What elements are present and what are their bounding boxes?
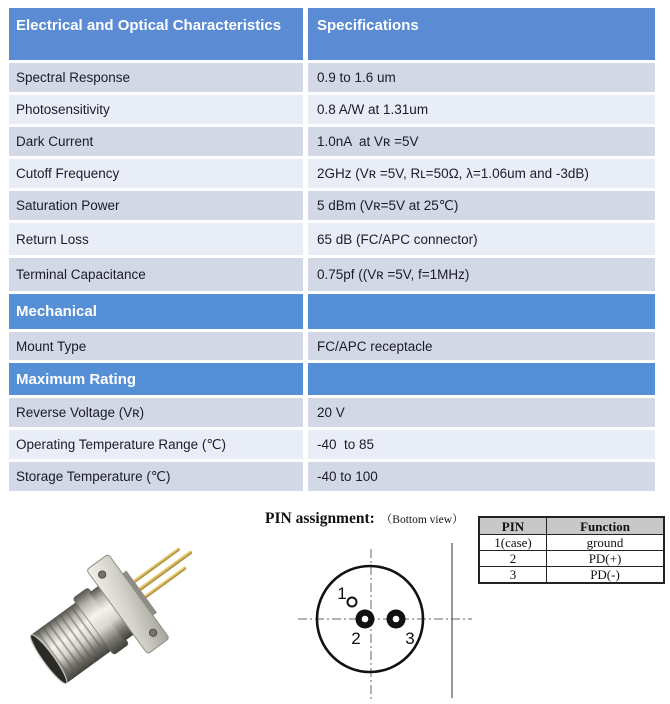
row-value: -40 to 100 <box>308 462 655 491</box>
row-label: Storage Temperature (℃) <box>9 462 303 491</box>
spec-table <box>9 8 655 491</box>
row-value: 20 V <box>308 398 655 427</box>
row-value: 1.0nA at Vʀ =5V <box>308 127 655 156</box>
section-mechanical <box>9 294 655 329</box>
pin-1-label: 1 <box>337 584 347 603</box>
table-header-row <box>9 8 655 60</box>
specifications-header: Specifications <box>308 8 655 60</box>
pin-cell: 3 <box>479 567 547 584</box>
pin-3-pad <box>387 610 406 629</box>
function-cell: PD(-) <box>547 567 665 584</box>
function-column-header: Function <box>547 517 665 535</box>
row-value: 5 dBm (Vʀ=5V at 25℃) <box>308 191 655 220</box>
pin-column-header: PIN <box>479 517 547 535</box>
row-label: Operating Temperature Range (℃) <box>9 430 303 459</box>
row-photosensitivity <box>9 95 655 124</box>
section-maximum-rating <box>9 363 655 395</box>
row-label: Spectral Response <box>9 63 303 92</box>
row-cutoff-frequency <box>9 159 655 188</box>
function-cell: ground <box>547 535 665 551</box>
product-photo <box>25 520 210 704</box>
pin-table-row <box>479 567 664 584</box>
row-label: Return Loss <box>9 223 303 255</box>
pin-2-label: 2 <box>351 629 361 648</box>
row-value: FC/APC receptacle <box>308 332 655 360</box>
row-dark-current <box>9 127 655 156</box>
pin-diagram-drawing <box>295 543 475 703</box>
row-operating-temperature <box>9 430 655 459</box>
pin-3-label: 3 <box>405 629 415 648</box>
pin-cell: 1(case) <box>479 535 547 551</box>
pin-assignment-title: PIN assignment: <box>265 510 375 527</box>
row-value: 0.8 A/W at 1.31um <box>308 95 655 124</box>
pin-cell: 2 <box>479 551 547 567</box>
pin-function-table <box>478 516 665 584</box>
row-value: -40 to 85 <box>308 430 655 459</box>
row-value: 0.75pf ((Vʀ =5V, f=1MHᴢ) <box>308 258 655 291</box>
row-label: Dark Current <box>9 127 303 156</box>
row-label: Mount Type <box>9 332 303 360</box>
row-spectral-response <box>9 63 655 92</box>
pin-table-row <box>479 551 664 567</box>
row-label: Saturation Power <box>9 191 303 220</box>
pin-1-hole <box>348 598 357 607</box>
row-value: 2GHᴢ (Vʀ =5V, Rʟ=50Ω, λ=1.06um and -3dB) <box>308 159 655 188</box>
row-return-loss <box>9 223 655 255</box>
row-value: 65 dB (FC/APC connector) <box>308 223 655 255</box>
row-terminal-capacitance <box>9 258 655 291</box>
pin-function-table-box <box>478 516 665 584</box>
bottom-view-note: （Bottom view） <box>380 514 464 526</box>
function-cell: PD(+) <box>547 551 665 567</box>
pin-table-header-row <box>479 517 664 535</box>
pin-2-pad <box>356 610 375 629</box>
row-reverse-voltage <box>9 398 655 427</box>
pin-table-row <box>479 535 664 551</box>
characteristics-header: Electrical and Optical Characteristics <box>9 8 303 60</box>
row-saturation-power <box>9 191 655 220</box>
section-title: Mechanical <box>9 294 303 329</box>
section-spacer <box>308 294 655 329</box>
row-value: 0.9 to 1.6 um <box>308 63 655 92</box>
row-label: Terminal Capacitance <box>9 258 303 291</box>
pin-diagram <box>295 543 475 703</box>
row-mount-type <box>9 332 655 360</box>
pin-assignment-caption <box>265 510 490 528</box>
row-storage-temperature <box>9 462 655 491</box>
section-spacer <box>308 363 655 395</box>
section-title: Maximum Rating <box>9 363 303 395</box>
row-label: Photosensitivity <box>9 95 303 124</box>
row-label: Reverse Voltage (Vʀ) <box>9 398 303 427</box>
row-label: Cutoff Frequency <box>9 159 303 188</box>
fc-apc-receptacle-illustration <box>25 520 210 704</box>
